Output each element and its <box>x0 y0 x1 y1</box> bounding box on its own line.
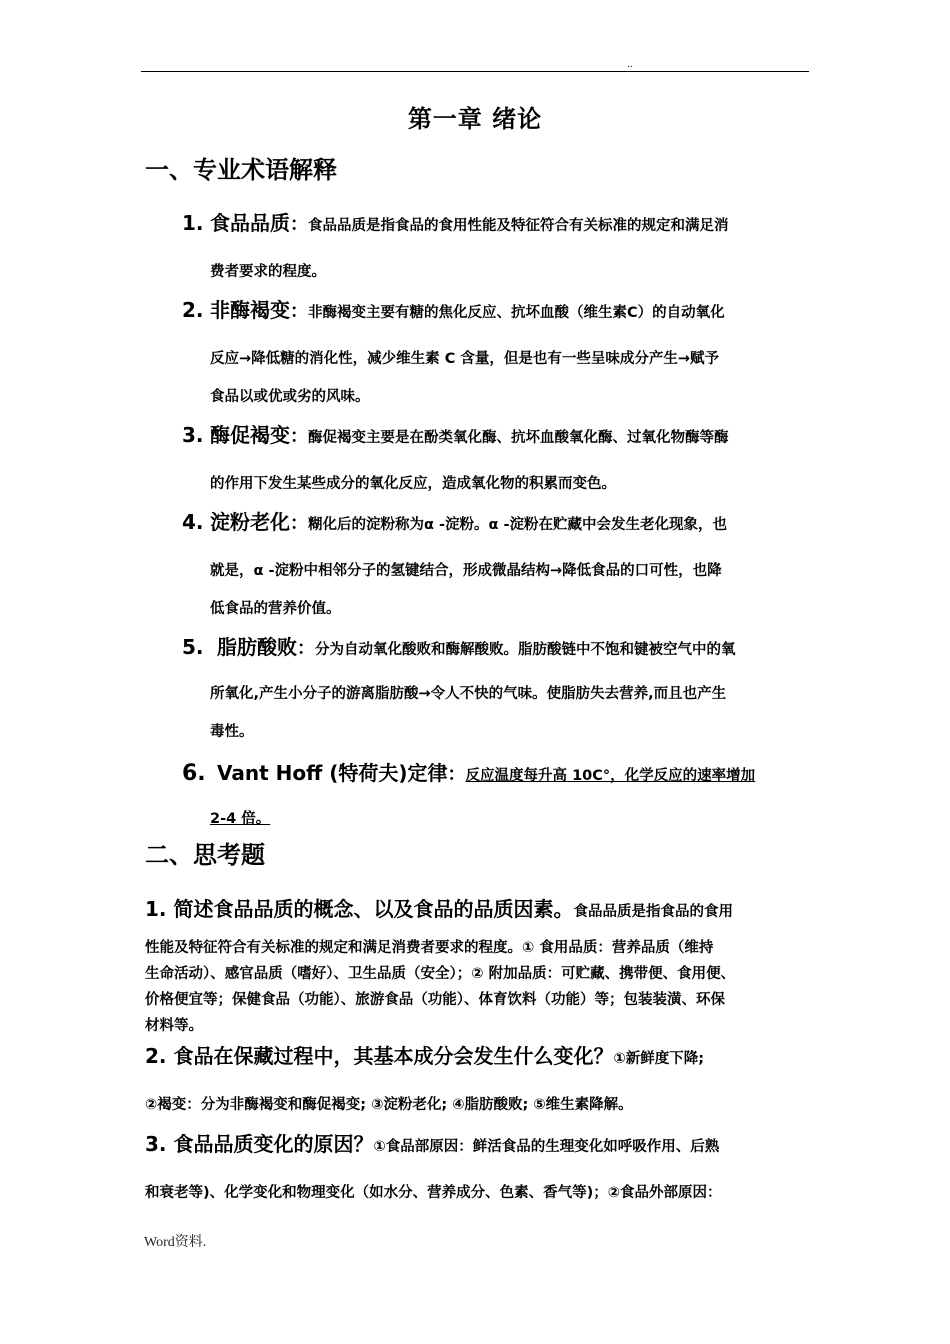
term-definition-cont: 费者要求的程度。 <box>210 264 326 280</box>
question-answer: ①新鲜度下降; <box>613 1051 705 1067</box>
term-definition: 非酶褐变主要有糖的焦化反应、抗坏血酸（维生素C）的自动氧化 <box>308 305 725 321</box>
term-definition: 分为自动氧化酸败和酶解酸败。脂肪酸链中不饱和键被空气中的氧 <box>314 642 736 658</box>
question-answer-cont: ②褐变：分为非酶褐变和酶促褐变; ③淀粉老化; ④脂肪酸败; ⑤维生素降解。 <box>145 1097 633 1113</box>
question-heading: 3. 食品品质变化的原因？ <box>145 1132 374 1156</box>
term-name: 淀粉老化 <box>210 510 290 534</box>
header-mark: .. <box>627 60 633 70</box>
question-answer: ①食品部原因：鲜活食品的生理变化如呼吸作用、后熟 <box>373 1139 720 1155</box>
term-definition-cont: 低食品的营养价值。 <box>210 601 341 617</box>
term-definition: 食品品质是指食品的食用性能及特征符合有关标准的规定和满足消 <box>308 218 729 234</box>
term-definition-cont: 2-4 倍。 <box>210 811 271 827</box>
question-answer: 食品品质是指食品的食用 <box>573 904 733 920</box>
term-definition-cont: 毒性。 <box>210 724 254 740</box>
question-answer-cont: 价格便宜等；保健食品（功能）、旅游食品（功能）、体育饮料（功能）等；包装装潢、环保 <box>145 992 725 1008</box>
term-name: 非酶褐变 <box>210 298 290 322</box>
term-definition-cont: 的作用下发生某些成分的氧化反应，造成氧化物的积累而变色。 <box>210 476 616 492</box>
question-answer-cont: 和衰老等)、化学变化和物理变化（如水分、营养成分、色素、香气等)；②食品外部原因： <box>145 1185 722 1201</box>
section-title-questions: 二、思考题 <box>145 841 265 869</box>
term-definition: 酶促褐变主要是在酚类氧化酶、抗坏血酸氧化酶、过氧化物酶等酶 <box>308 430 729 446</box>
term-number: 4. <box>182 510 204 534</box>
chapter-title: 第一章 绪论 <box>407 105 543 133</box>
term-name: 脂肪酸败 <box>210 635 297 659</box>
term-definition: 反应温度每升高 10C°，化学反应的速率增加 <box>465 768 756 784</box>
term-name: Vant Hoff (特荷夫)定律 <box>210 761 448 785</box>
footer-text: Word资料. <box>144 1235 207 1250</box>
term-number: 6. <box>182 761 206 786</box>
question-heading: 2. 食品在保藏过程中，其基本成分会发生什么变化？ <box>145 1044 614 1068</box>
term-name: 酶促褐变 <box>210 423 290 447</box>
term-number: 1. <box>182 211 204 235</box>
document-page: .. 第一章 绪论 一、专业术语解释 1. 食品品质：食品品质是指食品的食用性能及特征符合有关标准的规定和满足消 费者要求的程度。 2. 非酶褐变：非酶褐变主要有糖的焦化反应、抗坏血酸（维生素C）的自动氧化 反应→降低糖的消化性，减少维生素 C 含量，但是也有一些呈味成分产生→赋予 食品以或优或劣的风味。 3. 酶促褐变：酶促褐变主要是在酚类氧化酶、抗坏血酸氧化酶、过氧化物酶等酶 的作用下发生某些成分的氧化反应，造成氧化物的积累而变色。 4. 淀粉老化：糊化后的淀粉称为α -淀粉。α -淀粉在贮藏中会发生老化现象，也 就是，α -淀粉中相邻分子的氢键结合，形成微晶结构→降低食品的口可性，也降 低食品的营养价值。 5. 脂肪酸败：分为自动氧化酸败和酶解酸败。脂肪酸链中不饱和键被空气中的氧 所氧化,产生小分子的游离脂肪酸→令人不快的气味。使脂肪失去营养,而且也产生 毒性。 6. Vant Hoff (特荷夫)定律：反应温度每升高 10C°，化学反应的速率增加 2-4 倍。 二、思考题 1. 简述食品品质的概念、以及食品的品质因素。食品品质是指食品的食用 性能及特征符合有关标准的规定和满足消费者要求的程度。① 食用品质：营养品质（维持 生命活动）、感官品质（嗜好）、卫生品质（安全）；② 附加品质：可贮藏、携带便、食用便、 价格便宜等；保健食品（功能）、旅游食品（功能）、体育饮料（功能）等；包装装潢、环保 材料等。 2. 食品在保藏过程中，其基本成分会发生什么变化？①新鲜度下降; ②褐变：分为非酶褐变和酶促褐变; ③淀粉老化; ④脂肪酸败; ⑤维生素降解。 3. 食品品质变化的原因？①食品部原因：鲜活食品的生理变化如呼吸作用、后熟 和衰老等)、化学变化和物理变化（如水分、营养成分、色素、香气等)；②食品外部原因： Word资料. <box>0 0 950 1344</box>
term-definition: 糊化后的淀粉称为α -淀粉。α -淀粉在贮藏中会发生老化现象，也 <box>308 517 728 533</box>
question-answer-cont: 材料等。 <box>145 1018 203 1034</box>
section-title-terms: 一、专业术语解释 <box>145 156 337 184</box>
term-number: 2. <box>182 298 204 322</box>
term-definition-cont: 所氧化,产生小分子的游离脂肪酸→令人不快的气味。使脂肪失去营养,而且也产生 <box>210 686 727 702</box>
term-name: 食品品质 <box>210 211 290 235</box>
term-number: 5. <box>182 635 204 659</box>
term-number: 3. <box>182 423 204 447</box>
term-definition-cont: 就是，α -淀粉中相邻分子的氢键结合，形成微晶结构→降低食品的口可性，也降 <box>210 563 722 579</box>
question-answer-cont: 性能及特征符合有关标准的规定和满足消费者要求的程度。① 食用品质：营养品质（维持 <box>145 940 714 956</box>
term-definition-cont: 反应→降低糖的消化性，减少维生素 C 含量，但是也有一些呈味成分产生→赋予 <box>210 351 720 367</box>
term-definition-cont: 食品以或优或劣的风味。 <box>210 389 370 405</box>
question-answer-cont: 生命活动）、感官品质（嗜好）、卫生品质（安全）；② 附加品质：可贮藏、携带便、食用便、 <box>145 966 736 982</box>
question-heading: 1. 简述食品品质的概念、以及食品的品质因素。 <box>145 897 574 921</box>
header-rule <box>141 71 809 72</box>
